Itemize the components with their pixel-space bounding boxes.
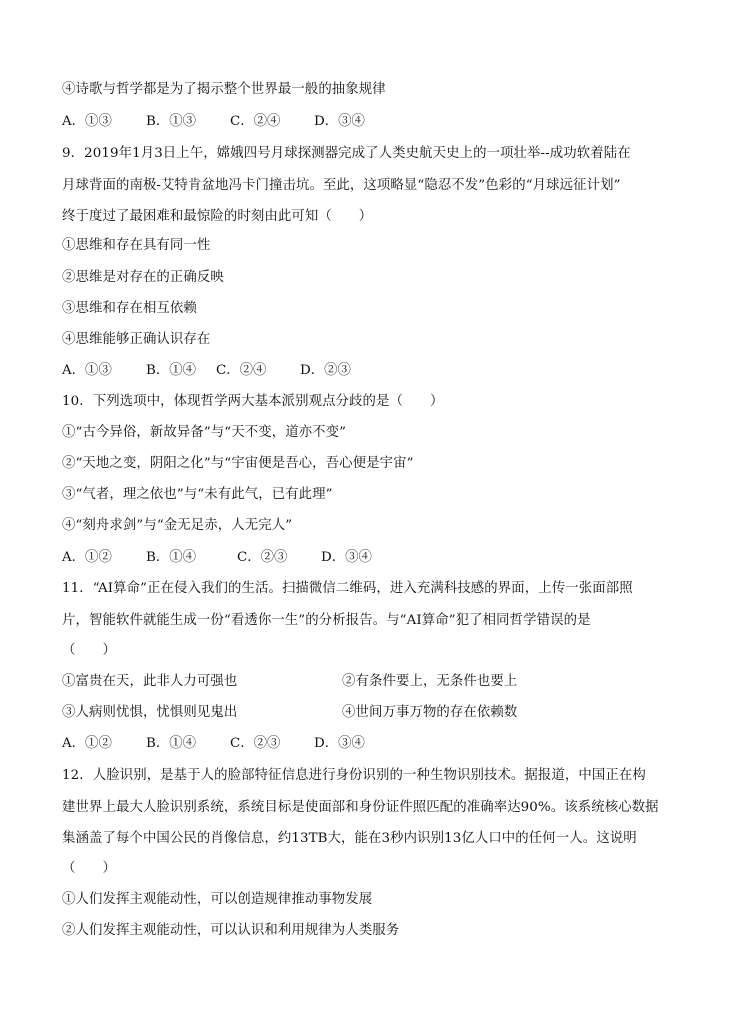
- q8-choice-d: D．③④: [314, 114, 365, 129]
- q10-choice-d: D．③④: [321, 550, 372, 565]
- q12-stem-line: 12．人脸识别，是基于人的脸部特征信息进行身份识别的一种生物识别技术。据报道，中国正在构: [62, 768, 646, 783]
- q10-option-4: ④“刻舟求剑”与“金无足赤，人无完人”: [62, 518, 293, 533]
- q8-choice-b: B．①③: [146, 114, 197, 129]
- q9-stem-line: 终于度过了最困难和最惊险的时刻由此可知（ ）: [62, 209, 373, 224]
- q9-choice-d: D．②③: [300, 363, 351, 378]
- q11-stem-line: 11．“AI算命”正在侵入我们的生活。扫描微信二维码，进入充满科技感的界面，上传一张面部照: [62, 581, 633, 596]
- q11-option-1: ①富贵在天，此非人力可强也: [62, 674, 238, 689]
- q12-stem-line: （ ）: [62, 861, 116, 876]
- q12-option-1: ①人们发挥主观能动性，可以创造规律推动事物发展: [62, 892, 373, 907]
- q9-stem-line: 9．2019年1月3日上午，嫦娥四号月球探测器完成了人类史航天史上的一项壮举--成功软着陆在: [62, 146, 631, 161]
- q10-option-3: ③“气者，理之依也”与“未有此气，已有此理”: [62, 487, 333, 502]
- q9-choice-a: A．①③: [62, 363, 112, 378]
- q9-choice-c: C．②④: [216, 363, 267, 378]
- q11-choice-c: C．②③: [230, 736, 281, 751]
- q10-choice-c: C．②③: [237, 550, 288, 565]
- q12-stem-line: 集涵盖了每个中国公民的肖像信息，约13TB大，能在3秒内识别13亿人口中的任何一人。这说明: [62, 831, 637, 846]
- q11-choice-a: A．①②: [62, 736, 112, 751]
- q10-option-1: ①“古今异俗，新故异备”与“天不变，道亦不变”: [62, 425, 347, 440]
- q9-option-4: ④思维能够正确认识存在: [62, 332, 211, 347]
- q11-stem-line: 片，智能软件就能生成一份“看透你一生”的分析报告。与“AI算命”犯了相同哲学错误的是: [62, 613, 591, 628]
- q12-option-2: ②人们发挥主观能动性，可以认识和利用规律为人类服务: [62, 923, 400, 938]
- q9-option-1: ①思维和存在具有同一性: [62, 238, 211, 253]
- q9-choice-b: B．①④: [146, 363, 197, 378]
- q11-choice-d: D．③④: [314, 736, 365, 751]
- q11-choice-b: B．①④: [146, 736, 197, 751]
- q11-stem-line: （ ）: [62, 643, 116, 658]
- q8-choice-c: C．②④: [230, 114, 281, 129]
- q10-option-2: ②“天地之变，阴阳之化”与“宇宙便是吾心，吾心便是宇宙”: [62, 456, 414, 471]
- q9-stem-line: 月球背面的南极-艾特肯盆地冯卡门撞击坑。至此，这项略显“隐忍不发”色彩的“月球远征计划”: [62, 178, 621, 193]
- q8-choice-a: A．①③: [62, 114, 112, 129]
- q11-option-3: ③人病则忧惧，忧惧则见鬼出: [62, 705, 238, 720]
- q10-stem-line: 10．下列选项中，体现哲学两大基本派别观点分歧的是（ ）: [62, 394, 444, 409]
- q11-option-4: ④世间万事万物的存在依赖数: [342, 705, 518, 720]
- q9-option-3: ③思维和存在相互依赖: [62, 301, 197, 316]
- q9-option-2: ②思维是对存在的正确反映: [62, 270, 224, 285]
- q11-option-2: ②有条件要上，无条件也要上: [342, 674, 518, 689]
- q12-stem-line: 建世界上最大人脸识别系统，系统目标是使面部和身份证件照匹配的准确率达90%。该系统核心数据: [62, 800, 659, 815]
- q10-choice-a: A．①②: [62, 550, 112, 565]
- q8-option-4: ④诗歌与哲学都是为了揭示整个世界最一般的抽象规律: [62, 82, 386, 97]
- q10-choice-b: B．①④: [146, 550, 197, 565]
